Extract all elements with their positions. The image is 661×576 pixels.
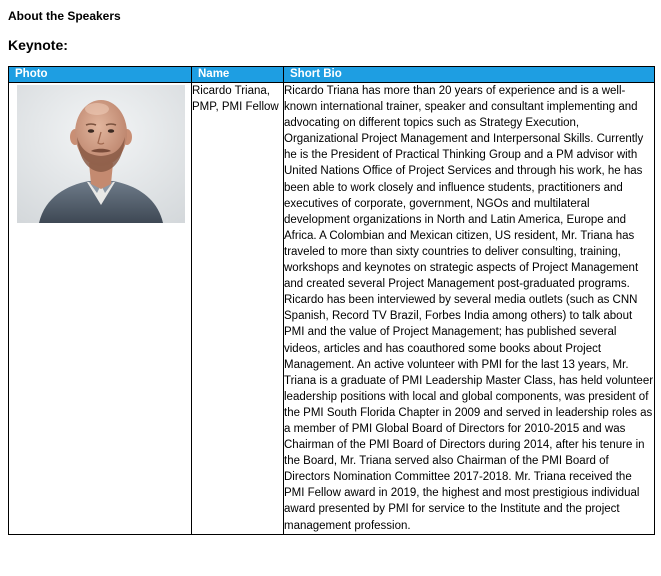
table-row	[9, 83, 655, 535]
column-header-photo: Photo	[9, 67, 192, 83]
column-header-bio: Short Bio	[284, 67, 655, 83]
speaker-bio: Ricardo Triana has more than 20 years of experience and is a well-known international trainer, speaker and consultant implementing and advocating on different topics such as Strategy Execution, Organizational Project Management and Interpersonal Skills. Currently he is the President of Practical Thinking Group and a PM advisor with United Nations Office of Project Services and through his work, he has been able to work closely and influence students, practitioners and executives of corporate, government, NGOs and multilateral development organizations in North and Latin America, Europe and Africa. A Colombian and Mexican citizen, US resident, Mr. Triana has traveled to more than sixty countries to deliver consulting, training, workshops and keynotes on strategic aspects of Project Management and created several Project Management post-graduated programs. Ricardo has been interviewed by several media outlets (such as CNN Spanish, Record TV Brazil, Forbes India among others) to talk about PMI and the value of Project Management; has published several videos, articles and has coauthored some books about Project Management. An active volunteer with PMI for the last 13 years, Mr. Triana is a graduate of PMI Leadership Master Class, has held volunteer leadership positions with local and global components, was president of the PMI South Florida Chapter in 2009 and served in leadership roles as a member of PMI Global Board of Directors for 2010-2015 and was Chairman of the PMI Board of Directors during 2014, after his tenure in the Board, Mr. Triana served also Chairman of the PMI Board of Directors Nomination Committee 2017-2018. Mr. Triana received the PMI Fellow award in 2019, the highest and most prestigious individual award presented by PMI for service to the Institute and the project management profession.	[284, 83, 655, 535]
page-title: About the Speakers	[8, 9, 121, 23]
speaker-photo	[17, 85, 185, 223]
speakers-table	[8, 66, 655, 535]
photo-cell	[9, 83, 192, 535]
column-header-name: Name	[192, 67, 284, 83]
speaker-name: Ricardo Triana, PMP, PMI Fellow	[192, 83, 284, 535]
table-header-row	[9, 67, 655, 83]
section-heading-keynote: Keynote:	[8, 37, 68, 53]
